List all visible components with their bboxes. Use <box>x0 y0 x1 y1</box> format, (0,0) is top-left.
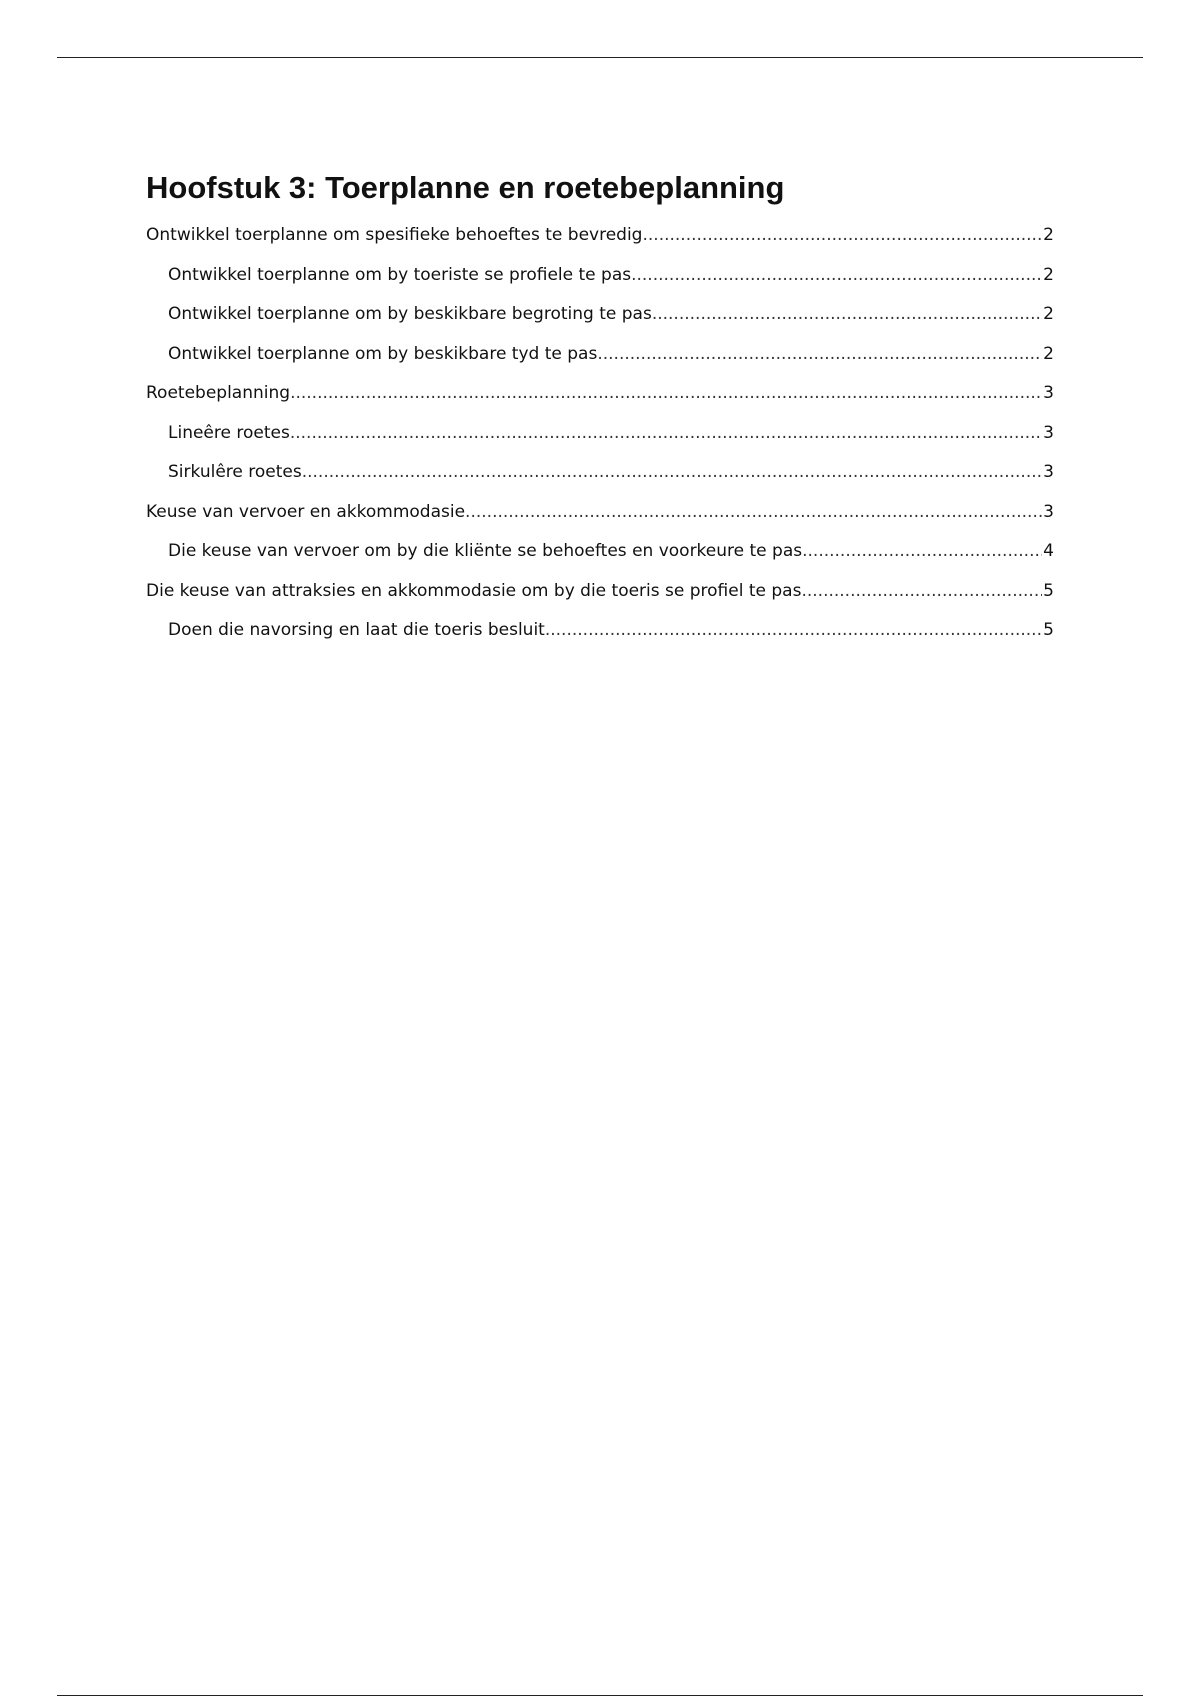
toc-leader-dots <box>545 611 1042 651</box>
toc-entry[interactable] <box>146 256 1054 296</box>
toc-entry-text: Die keuse van vervoer om by die kliënte se behoeftes en voorkeure te pas <box>168 541 803 561</box>
toc-leader-dots <box>290 414 1042 454</box>
toc-page-number: 2 <box>1043 343 1054 364</box>
table-of-contents <box>146 216 1054 651</box>
toc-page-number: 2 <box>1043 264 1054 285</box>
toc-leader-dots <box>801 572 1042 612</box>
toc-leader-dots <box>290 374 1042 414</box>
toc-entry[interactable] <box>146 532 1054 572</box>
toc-leader-dots <box>302 453 1042 493</box>
toc-page-number: 5 <box>1043 620 1054 640</box>
toc-page-number: 3 <box>1043 501 1054 522</box>
toc-entry[interactable] <box>146 295 1054 335</box>
toc-leader-dots <box>631 256 1042 296</box>
toc-entry-text: Lineêre roetes <box>168 422 290 443</box>
toc-entry[interactable] <box>146 414 1054 454</box>
toc-entry-text: Die keuse van attraksies en akkommodasie om by die toeris se profiel te pas <box>146 580 802 601</box>
toc-entry-text: Ontwikkel toerplanne om by toeriste se profiele te pas <box>168 264 632 285</box>
footer-rule <box>57 1695 1143 1696</box>
toc-entry[interactable] <box>146 611 1054 651</box>
toc-entry-text: Roetebeplanning <box>146 383 291 403</box>
toc-entry-text: Ontwikkel toerplanne om spesifieke behoeftes te bevredig <box>146 225 643 245</box>
toc-leader-dots <box>652 295 1042 335</box>
toc-page-number: 5 <box>1043 580 1054 601</box>
toc-page-number: 3 <box>1043 383 1054 403</box>
toc-leader-dots <box>802 532 1042 572</box>
toc-entry-text: Ontwikkel toerplanne om by beskikbare begroting te pas <box>168 304 652 324</box>
toc-page-number: 4 <box>1043 541 1054 561</box>
header-rule <box>57 57 1143 58</box>
toc-entry[interactable] <box>146 374 1054 414</box>
toc-page-number: 2 <box>1043 304 1054 324</box>
toc-entry[interactable] <box>146 335 1054 375</box>
chapter-title: Hoofstuk 3: Toerplanne en roetebeplanning <box>146 170 785 205</box>
toc-entry-text: Ontwikkel toerplanne om by beskikbare tyd te pas <box>168 343 598 364</box>
toc-leader-dots <box>465 493 1042 533</box>
page-content <box>146 168 1054 651</box>
toc-page-number: 3 <box>1043 422 1054 443</box>
toc-leader-dots <box>597 335 1042 375</box>
toc-page-number: 2 <box>1043 225 1054 245</box>
toc-entry-text: Keuse van vervoer en akkommodasie <box>146 501 466 522</box>
toc-entry-text: Sirkulêre roetes <box>168 462 302 482</box>
toc-page-number: 3 <box>1043 462 1054 482</box>
toc-entry-text: Doen die navorsing en laat die toeris besluit <box>168 620 545 640</box>
toc-entry[interactable] <box>146 453 1054 493</box>
toc-entry[interactable] <box>146 216 1054 256</box>
toc-entry[interactable] <box>146 572 1054 612</box>
toc-leader-dots <box>642 216 1042 256</box>
toc-entry[interactable] <box>146 493 1054 533</box>
